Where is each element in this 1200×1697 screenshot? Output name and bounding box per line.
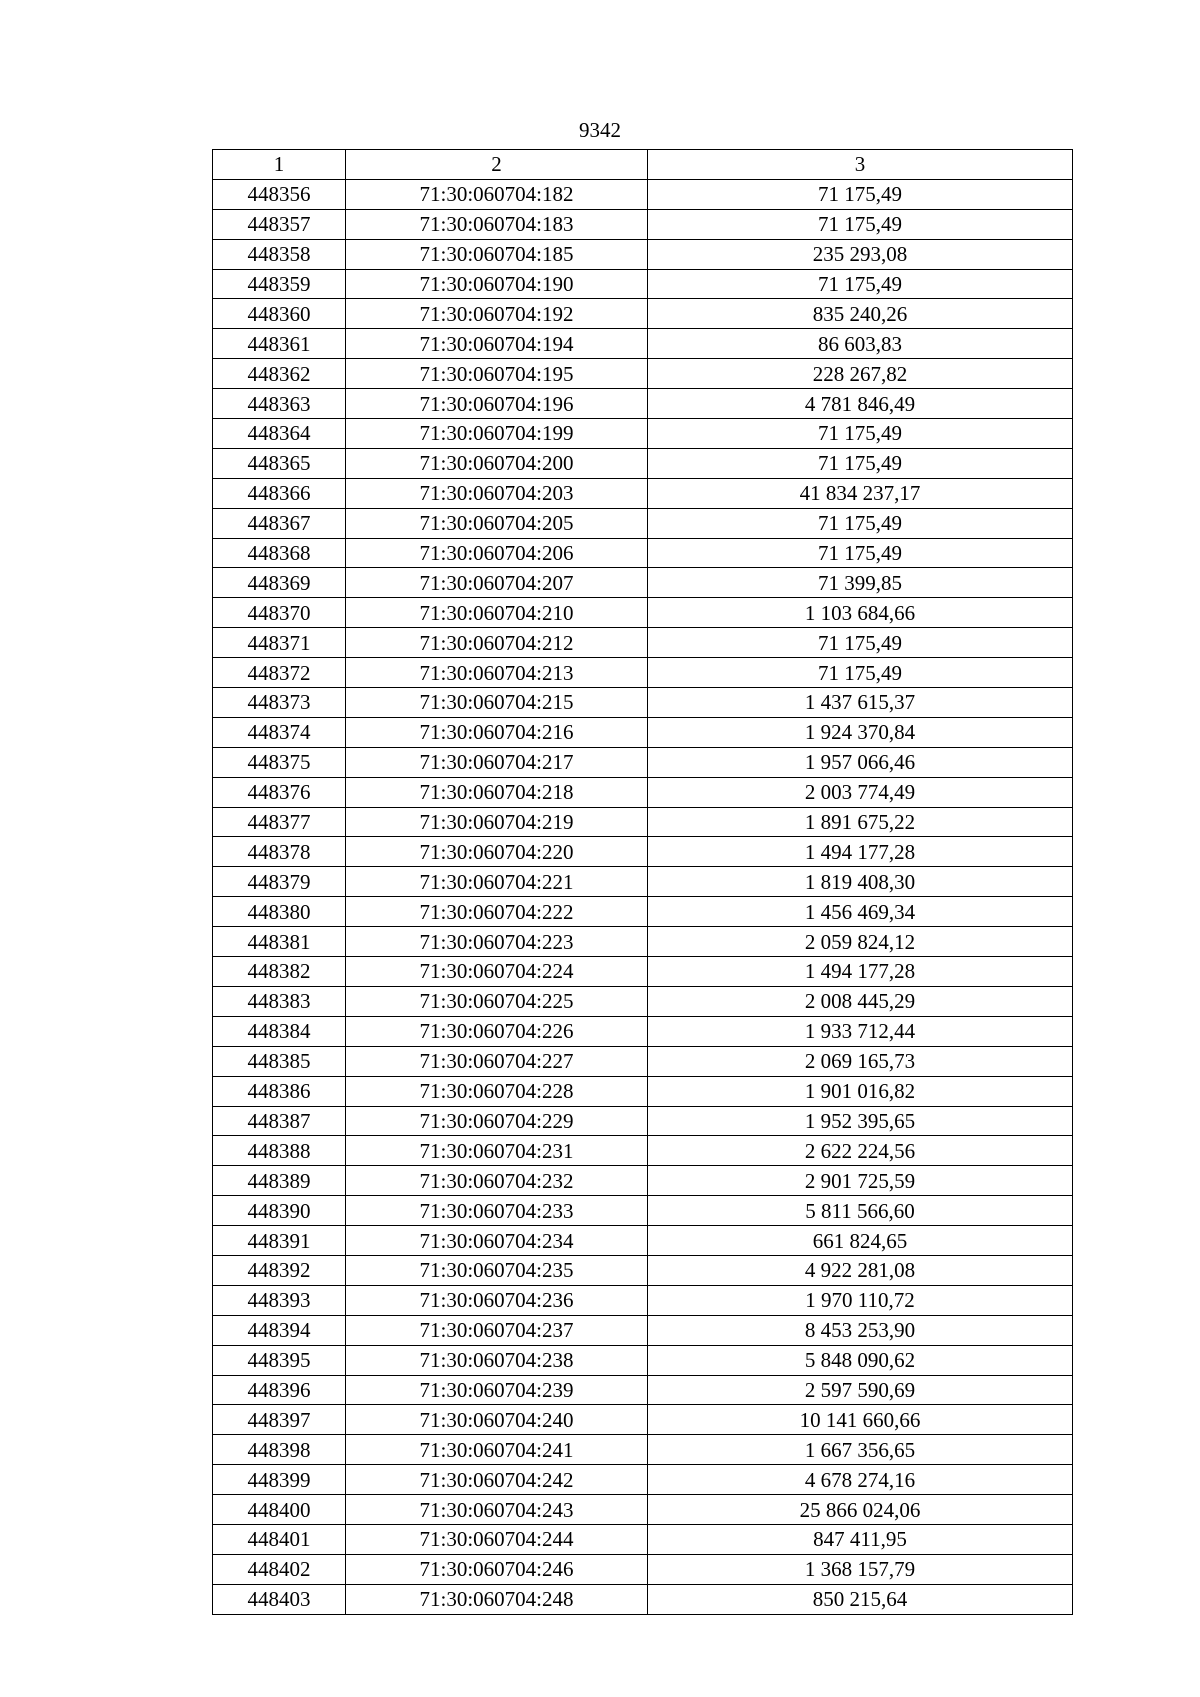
table-row — [213, 1285, 1073, 1315]
cadastral-number-cell: 71:30:060704:248 — [346, 1584, 648, 1614]
cadastral-number-cell: 71:30:060704:182 — [346, 179, 648, 209]
table-row — [213, 568, 1073, 598]
table-row — [213, 1495, 1073, 1525]
cadastral-number-cell: 71:30:060704:237 — [346, 1315, 648, 1345]
table-row — [213, 1196, 1073, 1226]
row-number-cell: 448360 — [213, 299, 346, 329]
cadastral-number-cell: 71:30:060704:203 — [346, 478, 648, 508]
cadastral-number-cell: 71:30:060704:213 — [346, 658, 648, 688]
value-cell: 1 667 356,65 — [648, 1435, 1073, 1465]
table-row — [213, 598, 1073, 628]
value-cell: 235 293,08 — [648, 239, 1073, 269]
row-number-cell: 448393 — [213, 1285, 346, 1315]
row-number-cell: 448375 — [213, 747, 346, 777]
row-number-cell: 448387 — [213, 1106, 346, 1136]
row-number-cell: 448380 — [213, 897, 346, 927]
cadastral-number-cell: 71:30:060704:205 — [346, 508, 648, 538]
row-number-cell: 448401 — [213, 1524, 346, 1554]
cadastral-number-cell: 71:30:060704:199 — [346, 419, 648, 449]
cadastral-number-cell: 71:30:060704:215 — [346, 688, 648, 718]
table-row — [213, 628, 1073, 658]
table-row — [213, 867, 1073, 897]
value-cell: 86 603,83 — [648, 329, 1073, 359]
value-cell: 228 267,82 — [648, 359, 1073, 389]
value-cell: 1 901 016,82 — [648, 1076, 1073, 1106]
cadastral-number-cell: 71:30:060704:241 — [346, 1435, 648, 1465]
table-row — [213, 747, 1073, 777]
cadastral-number-cell: 71:30:060704:227 — [346, 1046, 648, 1076]
cadastral-number-cell: 71:30:060704:240 — [346, 1405, 648, 1435]
column-header-1: 1 — [213, 150, 346, 180]
value-cell: 71 399,85 — [648, 568, 1073, 598]
row-number-cell: 448359 — [213, 269, 346, 299]
value-cell: 25 866 024,06 — [648, 1495, 1073, 1525]
data-table — [212, 149, 1073, 1615]
row-number-cell: 448378 — [213, 837, 346, 867]
table-row — [213, 209, 1073, 239]
value-cell: 1 456 469,34 — [648, 897, 1073, 927]
cadastral-number-cell: 71:30:060704:194 — [346, 329, 648, 359]
value-cell: 71 175,49 — [648, 448, 1073, 478]
row-number-cell: 448392 — [213, 1255, 346, 1285]
row-number-cell: 448396 — [213, 1375, 346, 1405]
row-number-cell: 448400 — [213, 1495, 346, 1525]
table-row — [213, 897, 1073, 927]
cadastral-number-cell: 71:30:060704:229 — [346, 1106, 648, 1136]
cadastral-number-cell: 71:30:060704:242 — [346, 1465, 648, 1495]
table-row — [213, 508, 1073, 538]
column-header-3: 3 — [648, 150, 1073, 180]
value-cell: 1 970 110,72 — [648, 1285, 1073, 1315]
cadastral-number-cell: 71:30:060704:224 — [346, 957, 648, 987]
value-cell: 2 597 590,69 — [648, 1375, 1073, 1405]
value-cell: 1 368 157,79 — [648, 1554, 1073, 1584]
row-number-cell: 448358 — [213, 239, 346, 269]
value-cell: 71 175,49 — [648, 508, 1073, 538]
value-cell: 2 008 445,29 — [648, 986, 1073, 1016]
cadastral-number-cell: 71:30:060704:200 — [346, 448, 648, 478]
table-row — [213, 777, 1073, 807]
row-number-cell: 448391 — [213, 1226, 346, 1256]
value-cell: 1 819 408,30 — [648, 867, 1073, 897]
table-row — [213, 1226, 1073, 1256]
row-number-cell: 448363 — [213, 389, 346, 419]
row-number-cell: 448370 — [213, 598, 346, 628]
table-row — [213, 389, 1073, 419]
table-row — [213, 1554, 1073, 1584]
value-cell: 1 437 615,37 — [648, 688, 1073, 718]
table-row — [213, 1375, 1073, 1405]
row-number-cell: 448382 — [213, 957, 346, 987]
cadastral-number-cell: 71:30:060704:196 — [346, 389, 648, 419]
value-cell: 71 175,49 — [648, 628, 1073, 658]
row-number-cell: 448390 — [213, 1196, 346, 1226]
table-row — [213, 1076, 1073, 1106]
table-row — [213, 1136, 1073, 1166]
value-cell: 1 103 684,66 — [648, 598, 1073, 628]
header-row — [213, 150, 1073, 180]
cadastral-number-cell: 71:30:060704:238 — [346, 1345, 648, 1375]
table-row — [213, 478, 1073, 508]
row-number-cell: 448362 — [213, 359, 346, 389]
table-row — [213, 807, 1073, 837]
row-number-cell: 448402 — [213, 1554, 346, 1584]
value-cell: 4 922 281,08 — [648, 1255, 1073, 1285]
row-number-cell: 448381 — [213, 927, 346, 957]
row-number-cell: 448368 — [213, 538, 346, 568]
cadastral-number-cell: 71:30:060704:216 — [346, 717, 648, 747]
cadastral-number-cell: 71:30:060704:225 — [346, 986, 648, 1016]
cadastral-number-cell: 71:30:060704:210 — [346, 598, 648, 628]
cadastral-number-cell: 71:30:060704:195 — [346, 359, 648, 389]
row-number-cell: 448361 — [213, 329, 346, 359]
row-number-cell: 448384 — [213, 1016, 346, 1046]
value-cell: 5 811 566,60 — [648, 1196, 1073, 1226]
value-cell: 661 824,65 — [648, 1226, 1073, 1256]
table-row — [213, 1405, 1073, 1435]
row-number-cell: 448379 — [213, 867, 346, 897]
row-number-cell: 448373 — [213, 688, 346, 718]
cadastral-number-cell: 71:30:060704:206 — [346, 538, 648, 568]
table-body — [213, 179, 1073, 1614]
cadastral-number-cell: 71:30:060704:231 — [346, 1136, 648, 1166]
row-number-cell: 448399 — [213, 1465, 346, 1495]
cadastral-number-cell: 71:30:060704:228 — [346, 1076, 648, 1106]
value-cell: 71 175,49 — [648, 419, 1073, 449]
cadastral-number-cell: 71:30:060704:234 — [346, 1226, 648, 1256]
table-row — [213, 986, 1073, 1016]
value-cell: 71 175,49 — [648, 538, 1073, 568]
table-row — [213, 1046, 1073, 1076]
cadastral-number-cell: 71:30:060704:190 — [346, 269, 648, 299]
table-row — [213, 329, 1073, 359]
value-cell: 1 891 675,22 — [648, 807, 1073, 837]
cadastral-number-cell: 71:30:060704:192 — [346, 299, 648, 329]
cadastral-number-cell: 71:30:060704:233 — [346, 1196, 648, 1226]
page-number: 9342 — [579, 118, 621, 142]
table-row — [213, 538, 1073, 568]
table-row — [213, 957, 1073, 987]
row-number-cell: 448367 — [213, 508, 346, 538]
value-cell: 4 678 274,16 — [648, 1465, 1073, 1495]
table-row — [213, 927, 1073, 957]
table-row — [213, 658, 1073, 688]
cadastral-number-cell: 71:30:060704:235 — [346, 1255, 648, 1285]
cadastral-number-cell: 71:30:060704:183 — [346, 209, 648, 239]
value-cell: 1 933 712,44 — [648, 1016, 1073, 1046]
value-cell: 71 175,49 — [648, 269, 1073, 299]
table-row — [213, 1315, 1073, 1345]
value-cell: 835 240,26 — [648, 299, 1073, 329]
row-number-cell: 448395 — [213, 1345, 346, 1375]
cadastral-number-cell: 71:30:060704:219 — [346, 807, 648, 837]
row-number-cell: 448398 — [213, 1435, 346, 1465]
cadastral-number-cell: 71:30:060704:236 — [346, 1285, 648, 1315]
table-row — [213, 688, 1073, 718]
value-cell: 1 494 177,28 — [648, 957, 1073, 987]
value-cell: 41 834 237,17 — [648, 478, 1073, 508]
cadastral-number-cell: 71:30:060704:207 — [346, 568, 648, 598]
row-number-cell: 448403 — [213, 1584, 346, 1614]
row-number-cell: 448364 — [213, 419, 346, 449]
table-row — [213, 717, 1073, 747]
row-number-cell: 448366 — [213, 478, 346, 508]
value-cell: 8 453 253,90 — [648, 1315, 1073, 1345]
cadastral-number-cell: 71:30:060704:217 — [346, 747, 648, 777]
value-cell: 1 494 177,28 — [648, 837, 1073, 867]
table-row — [213, 1016, 1073, 1046]
cadastral-number-cell: 71:30:060704:223 — [346, 927, 648, 957]
value-cell: 5 848 090,62 — [648, 1345, 1073, 1375]
table-row — [213, 299, 1073, 329]
row-number-cell: 448377 — [213, 807, 346, 837]
cadastral-number-cell: 71:30:060704:220 — [346, 837, 648, 867]
row-number-cell: 448372 — [213, 658, 346, 688]
row-number-cell: 448397 — [213, 1405, 346, 1435]
cadastral-number-cell: 71:30:060704:243 — [346, 1495, 648, 1525]
table-row — [213, 1106, 1073, 1136]
table-row — [213, 1345, 1073, 1375]
value-cell: 2 069 165,73 — [648, 1046, 1073, 1076]
cadastral-number-cell: 71:30:060704:212 — [346, 628, 648, 658]
table-row — [213, 1255, 1073, 1285]
table-row — [213, 359, 1073, 389]
row-number-cell: 448386 — [213, 1076, 346, 1106]
cadastral-number-cell: 71:30:060704:244 — [346, 1524, 648, 1554]
value-cell: 2 622 224,56 — [648, 1136, 1073, 1166]
table-row — [213, 1465, 1073, 1495]
value-cell: 4 781 846,49 — [648, 389, 1073, 419]
value-cell: 1 924 370,84 — [648, 717, 1073, 747]
table-row — [213, 1166, 1073, 1196]
cadastral-number-cell: 71:30:060704:226 — [346, 1016, 648, 1046]
value-cell: 847 411,95 — [648, 1524, 1073, 1554]
row-number-cell: 448383 — [213, 986, 346, 1016]
table-row — [213, 239, 1073, 269]
row-number-cell: 448385 — [213, 1046, 346, 1076]
row-number-cell: 448356 — [213, 179, 346, 209]
table-row — [213, 1584, 1073, 1614]
table-row — [213, 448, 1073, 478]
row-number-cell: 448357 — [213, 209, 346, 239]
value-cell: 850 215,64 — [648, 1584, 1073, 1614]
row-number-cell: 448389 — [213, 1166, 346, 1196]
value-cell: 71 175,49 — [648, 209, 1073, 239]
value-cell: 2 003 774,49 — [648, 777, 1073, 807]
value-cell: 71 175,49 — [648, 658, 1073, 688]
table-row — [213, 269, 1073, 299]
cadastral-number-cell: 71:30:060704:232 — [346, 1166, 648, 1196]
row-number-cell: 448365 — [213, 448, 346, 478]
value-cell: 71 175,49 — [648, 179, 1073, 209]
value-cell: 2 901 725,59 — [648, 1166, 1073, 1196]
row-number-cell: 448388 — [213, 1136, 346, 1166]
table-row — [213, 419, 1073, 449]
row-number-cell: 448376 — [213, 777, 346, 807]
table-row — [213, 837, 1073, 867]
value-cell: 1 957 066,46 — [648, 747, 1073, 777]
table-row — [213, 179, 1073, 209]
column-header-2: 2 — [346, 150, 648, 180]
cadastral-number-cell: 71:30:060704:221 — [346, 867, 648, 897]
row-number-cell: 448371 — [213, 628, 346, 658]
cadastral-number-cell: 71:30:060704:222 — [346, 897, 648, 927]
value-cell: 2 059 824,12 — [648, 927, 1073, 957]
table-header — [213, 150, 1073, 180]
row-number-cell: 448394 — [213, 1315, 346, 1345]
table-row — [213, 1524, 1073, 1554]
value-cell: 10 141 660,66 — [648, 1405, 1073, 1435]
value-cell: 1 952 395,65 — [648, 1106, 1073, 1136]
table-row — [213, 1435, 1073, 1465]
cadastral-number-cell: 71:30:060704:246 — [346, 1554, 648, 1584]
row-number-cell: 448374 — [213, 717, 346, 747]
row-number-cell: 448369 — [213, 568, 346, 598]
cadastral-number-cell: 71:30:060704:239 — [346, 1375, 648, 1405]
cadastral-number-cell: 71:30:060704:185 — [346, 239, 648, 269]
cadastral-number-cell: 71:30:060704:218 — [346, 777, 648, 807]
